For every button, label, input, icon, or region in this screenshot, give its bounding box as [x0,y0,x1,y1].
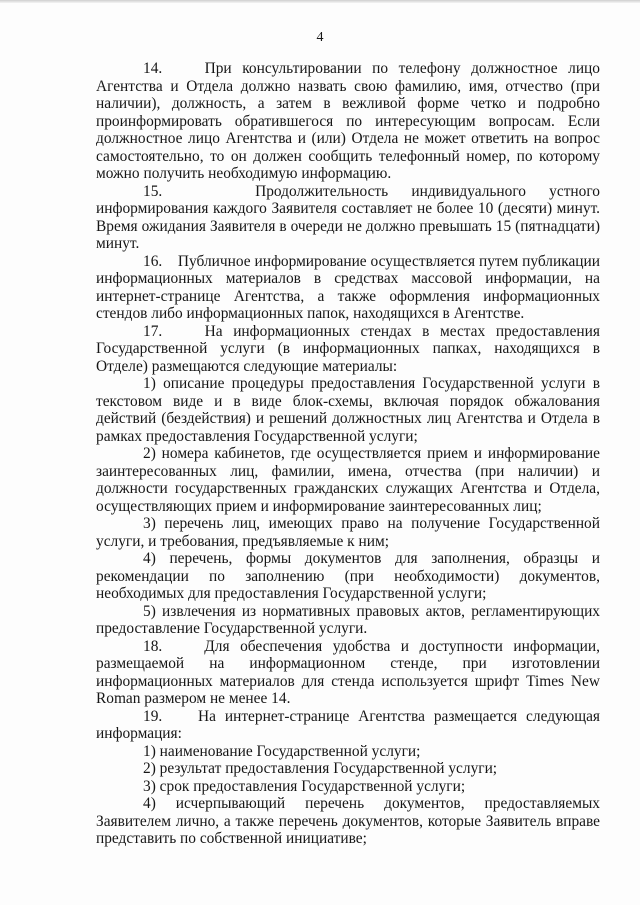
paragraph-17-item-2: 2) номера кабинетов, где осуществляется прием и информирование заинтересованных лиц, фамилии, имена, отчества (при наличии) и должности государственных гражданских служащих Агентства и Отдела, осуществляющих прием и информирование заинтересованных лиц; [96,445,600,515]
paragraph-15: 15. Продолжительность индивидуального устного информирования каждого Заявителя составляет не более 10 (десяти) минут. Время ожидания Заявителя в очереди не должно превышать 15 (пятнадцати) минут. [96,182,600,252]
paragraph-17-item-1: 1) описание процедуры предоставления Государственной услуги в текстовом виде и в виде блок-схемы, включая порядок обжалования действий (бездействия) и решений должностных лиц Агентства и Отдела в рамках предоставления Государственной услуги; [96,375,600,445]
paragraph-17-item-4: 4) перечень, формы документов для заполнения, образцы и рекомендации по заполнению (при необходимости) документов, необходимых для предоставления Государственной услуги; [96,550,600,602]
paragraph-19-item-4: 4) исчерпывающий перечень документов, предоставляемых Заявителем лично, а также перечень документов, которые Заявитель вправе представить по собственной инициативе; [96,795,600,847]
document-body [96,60,600,848]
paragraph-17-item-5: 5) извлечения из нормативных правовых актов, регламентирующих предоставление Государственной услуги. [96,602,600,637]
page-number: 4 [316,30,324,45]
paragraph-16: 16. Публичное информирование осуществляется путем публикации информационных материалов в средствах массовой информации, на интернет-странице Агентства, а также оформления информационных стендов либо информационных папок, находящихся в Агентстве. [96,252,600,322]
paragraph-14: 14. При консультировании по телефону должностное лицо Агентства и Отдела должно назвать свою фамилию, имя, отчество (при наличии), должность, а затем в вежливой форме четко и подробно проинформировать обратившегося по интересующим вопросам. Если должностное лицо Агентства и (или) Отдела не может ответить на вопрос самостоятельно, то он должен сообщить телефонный номер, по которому можно получить необходимую информацию. [96,60,600,182]
paragraph-17: 17. На информационных стендах в местах предоставления Государственной услуги (в информационных папках, находящихся в Отделе) размещаются следующие материалы: [96,322,600,375]
paragraph-18: 18. Для обеспечения удобства и доступности информации, размещаемой на информационном стенде, при изготовлении информационных материалов для стенда используется шрифт Times New Roman размером не менее 14. [96,637,600,707]
paragraph-19-item-1: 1) наименование Государственной услуги; [143,742,421,760]
paragraph-19-item-3: 3) срок предоставления Государственной услуги; [143,777,466,795]
paragraph-19: 19. На интернет-странице Агентства размещается следующая информация: [96,707,600,742]
paragraph-17-item-3: 3) перечень лиц, имеющих право на получение Государственной услуги, и требования, предъявляемые к ним; [96,515,600,550]
scan-top-edge [0,0,640,3]
paragraph-19-item-2: 2) результат предоставления Государственной услуги; [143,760,498,777]
